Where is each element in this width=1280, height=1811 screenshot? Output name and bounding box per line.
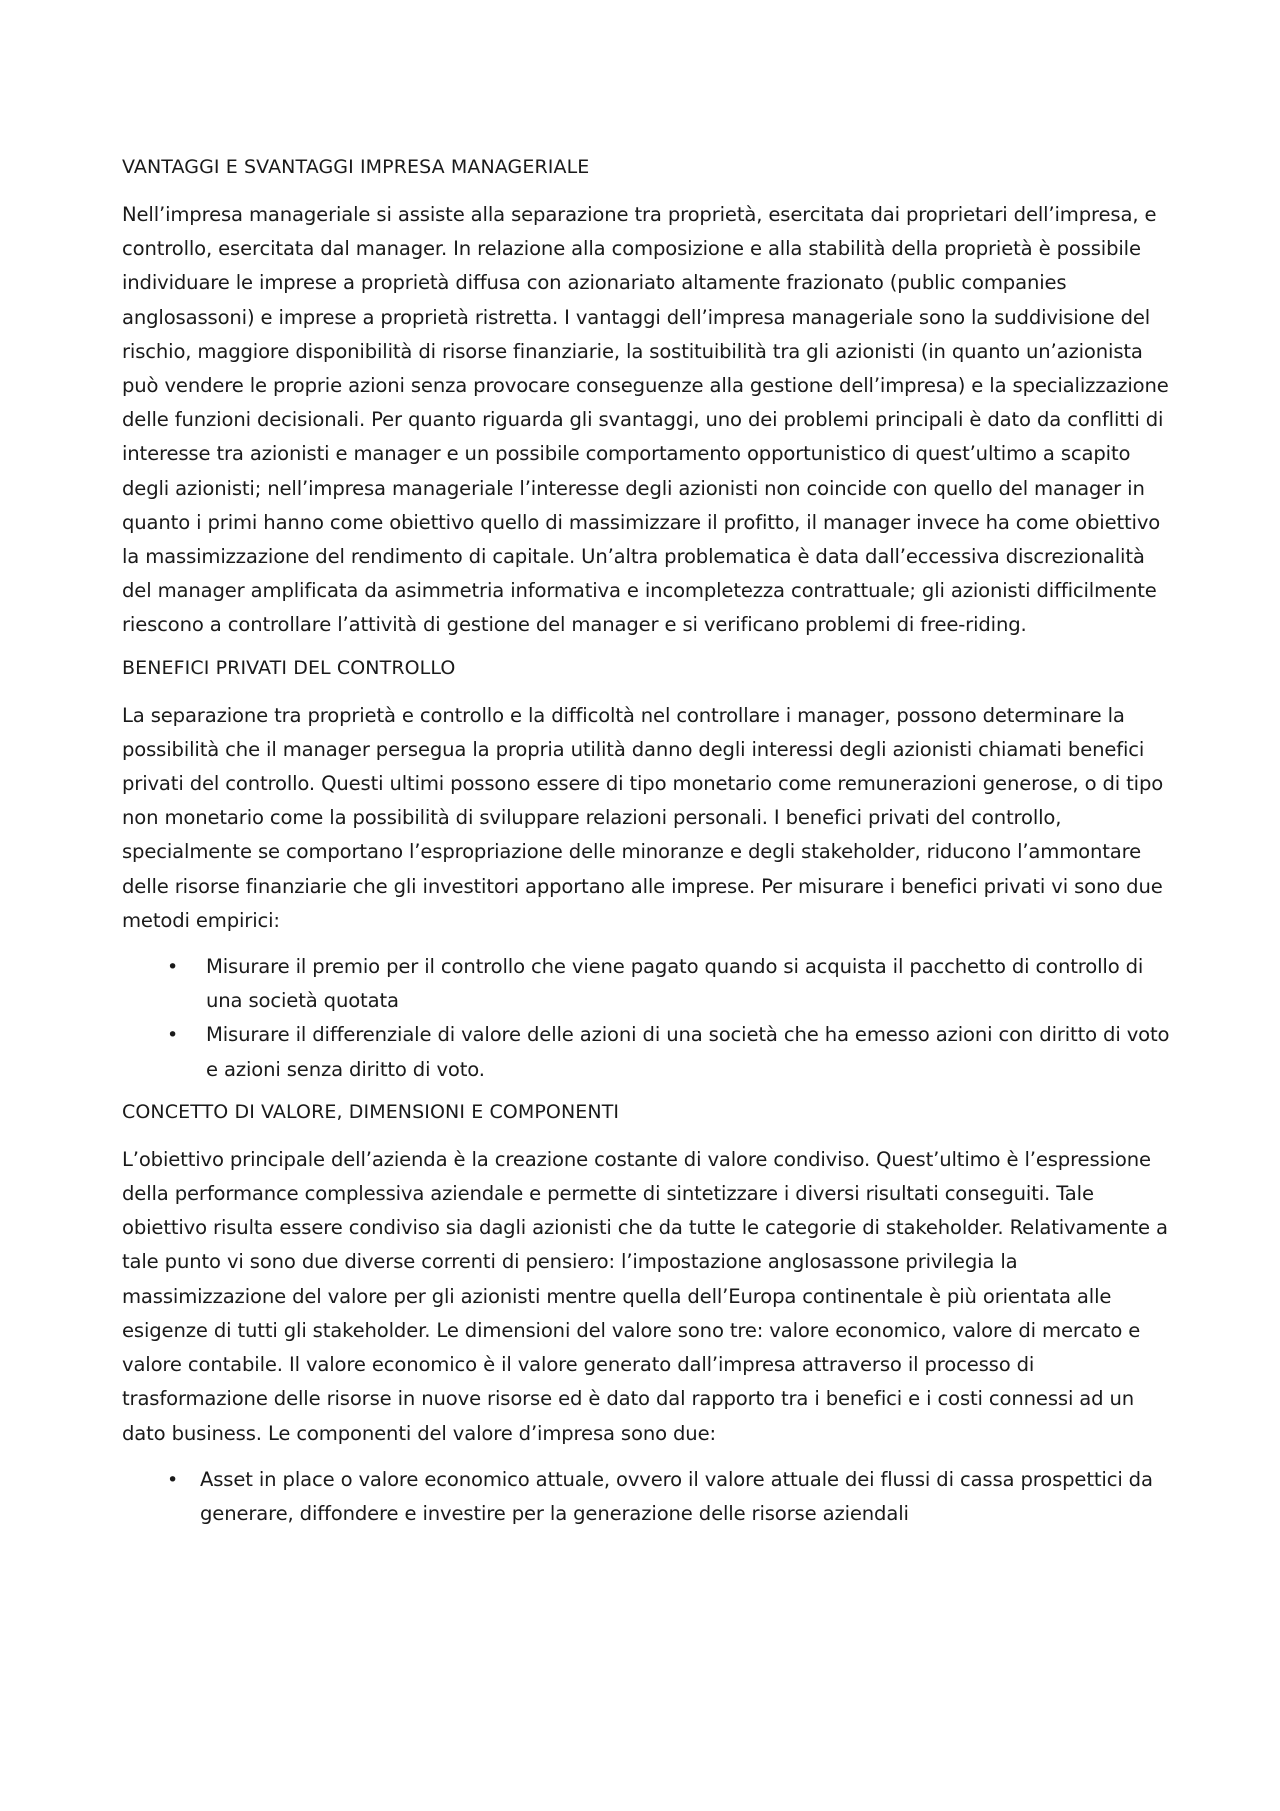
bullet-list-valore [122, 1463, 1172, 1531]
list-item [122, 1463, 1172, 1531]
section-heading-vantaggi: VANTAGGI E SVANTAGGI IMPRESA MANAGERIALE [122, 156, 590, 178]
bullet-icon: • [167, 1024, 179, 1047]
bullet-list-benefici [122, 950, 1172, 1087]
bullet-icon: • [167, 956, 179, 979]
section-paragraph-vantaggi: Nell’impresa manageriale si assiste alla separazione tra proprietà, esercitata dai proprietari dell’impresa, e controllo, esercitata dal manager. In relazione alla composizione e alla stabilità della proprietà è possibile individuare le imprese a proprietà diffusa con azionariato altamente frazionato (public companies anglosassoni) e imprese a proprietà ristretta. I vantaggi dell’impresa manageriale sono la suddivisione del rischio, maggiore disponibilità di risorse finanziarie, la sostituibilità tra gli azionisti (in quanto un’azionista può vendere le proprie azioni senza provocare conseguenze alla gestione dell’impresa) e la specializzazione delle funzioni decisionali. Per quanto riguarda gli svantaggi, uno dei problemi principali è dato da conflitti di interesse tra azionisti e manager e un possibile comportamento opportunistico di quest’ultimo a scapito degli azionisti; nell’impresa manageriale l’interesse degli azionisti non coincide con quello del manager in quanto i primi hanno come obiettivo quello di massimizzare il profitto, il manager invece ha come obiettivo la massimizzazione del rendimento di capitale. Un’altra problematica è data dall’eccessiva discrezionalità del manager amplificata da asimmetria informativa e incompletezza contrattuale; gli azionisti difficilmente riescono a controllare l’attività di gestione del manager e si verificano problemi di free-riding. [122, 203, 1169, 637]
list-item [122, 1018, 1172, 1086]
list-item [122, 950, 1172, 1018]
section-paragraph-benefici: La separazione tra proprietà e controllo e la difficoltà nel controllare i manager, possono determinare la possibilità che il manager persegua la propria utilità danno degli interessi degli azionisti chiamati benefici privati del controllo. Questi ultimi possono essere di tipo monetario come remunerazioni generose, o di tipo non monetario come la possibilità di sviluppare relazioni personali. I benefici privati del controllo, specialmente se comportano l’espropriazione delle minoranze e degli stakeholder, riducono l’ammontare delle risorse finanziarie che gli investitori apportano alle imprese. Per misurare i benefici privati vi sono due metodi empirici: [122, 703, 1164, 932]
document-page [122, 154, 1172, 1543]
list-item-text: Misurare il differenziale di valore delle azioni di una società che ha emesso azioni con diritto di voto e azioni senza diritto di voto. [206, 1023, 1170, 1081]
bullet-icon: • [167, 1468, 179, 1491]
section-heading-benefici: BENEFICI PRIVATI DEL CONTROLLO [122, 656, 456, 679]
list-item-text: Misurare il premio per il controllo che viene pagato quando si acquista il pacchetto di controllo di una società quotata [206, 955, 1144, 1013]
list-item-text: Asset in place o valore economico attuale, ovvero il valore attuale dei flussi di cassa prospettici da generare, diffondere e investire per la generazione delle risorse aziendali [200, 1467, 1153, 1525]
section-paragraph-valore: L’obiettivo principale dell’azienda è la creazione costante di valore condiviso. Quest’ultimo è l’espressione della performance complessiva aziendale e permette di sintetizzare i diversi risultati conseguiti. Tale obiettivo risulta essere condiviso sia dagli azionisti che da tutte le categorie di stakeholder. Relativamente a tale punto vi sono due diverse correnti di pensiero: l’impostazione anglosassone privilegia la massimizzazione del valore per gli azionisti mentre quella dell’Europa continentale è più orientata alle esigenze di tutti gli stakeholder. Le dimensioni del valore sono tre: valore economico, valore di mercato e valore contabile. Il valore economico è il valore generato dall’impresa attraverso il processo di trasformazione delle risorse in nuove risorse ed è dato dal rapporto tra i benefici e i costi connessi ad un dato business. Le componenti del valore d’impresa sono due: [122, 1147, 1168, 1445]
section-heading-valore: CONCETTO DI VALORE, DIMENSIONI E COMPONENTI [122, 1100, 620, 1123]
